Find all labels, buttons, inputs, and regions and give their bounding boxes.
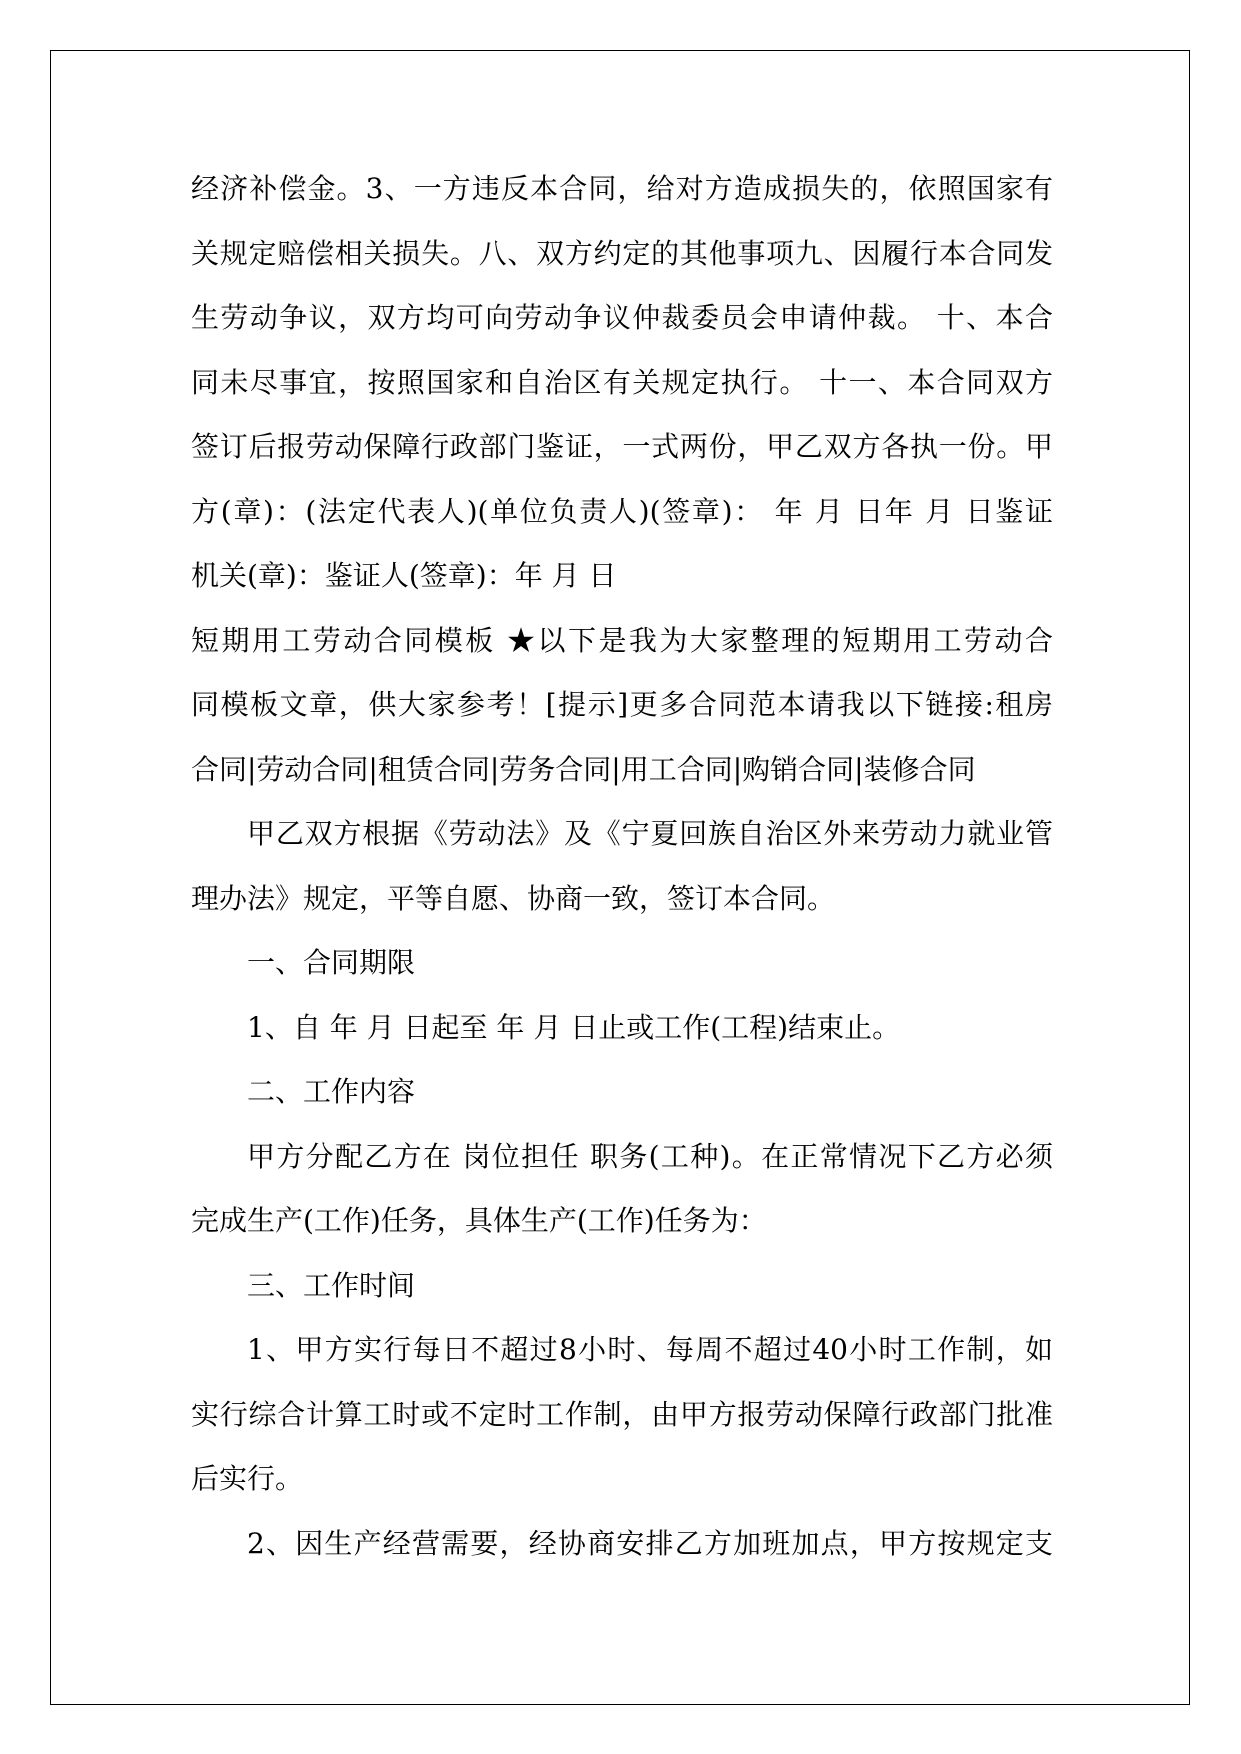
text-line: 甲乙双方根据《劳动法》及《宁夏回族自治区外来劳动力就业管 [247, 817, 1053, 850]
text-line: 完成生产(工作)任务，具体生产(工作)任务为： [191, 1204, 767, 1237]
text-line: 1、甲方实行每日不超过8小时、每周不超过40小时工作制，如 [247, 1333, 1053, 1366]
text-line: 后实行。 [191, 1462, 304, 1495]
text-line: 机关(章)：鉴证人(签章)：年 月 日 [191, 559, 617, 592]
text-line: 关规定赔偿相关损失。八、双方约定的其他事项九、因履行本合同发 [191, 236, 1053, 270]
document-body [191, 157, 1053, 1576]
text-line: 经济补偿金。3、一方违反本合同，给对方造成损失的，依照国家有 [191, 172, 1053, 205]
text-line: 签订后报劳动保障行政部门鉴证，一式两份，甲乙双方各执一份。甲 [191, 430, 1053, 463]
text-line: 2、因生产经营需要，经协商安排乙方加班加点，甲方按规定支 [247, 1526, 1053, 1560]
text-line: 同未尽事宜，按照国家和自治区有关规定执行。 十一、本合同双方 [191, 365, 1053, 399]
clause-heading: 一、合同期限 [247, 946, 416, 979]
text-line: 同模板文章，供大家参考！[提示]更多合同范本请我以下链接:租房 [191, 688, 1053, 721]
text-line: 1、自 年 月 日起至 年 月 日止或工作(工程)结束止。 [247, 1010, 901, 1044]
section-title-line: 短期用工劳动合同模板 ★以下是我为大家整理的短期用工劳动合 [191, 623, 1053, 657]
text-line: 生劳动争议，双方均可向劳动争议仲裁委员会申请仲裁。 十、本合 [191, 301, 1053, 334]
clause-heading: 二、工作内容 [247, 1075, 416, 1108]
clause-heading: 三、工作时间 [247, 1268, 416, 1302]
links-line: 合同|劳动合同|租赁合同|劳务合同|用工合同|购销合同|装修合同 [191, 752, 976, 786]
text-line: 方(章)：(法定代表人)(单位负责人)(签章)： 年 月 日年 月 日鉴证 [191, 494, 1053, 528]
text-line: 理办法》规定，平等自愿、协商一致，签订本合同。 [191, 881, 836, 915]
text-line: 甲方分配乙方在 岗位担任 职务(工种)。在正常情况下乙方必须 [247, 1139, 1053, 1173]
text-line: 实行综合计算工时或不定时工作制，由甲方报劳动保障行政部门批准 [191, 1397, 1053, 1431]
